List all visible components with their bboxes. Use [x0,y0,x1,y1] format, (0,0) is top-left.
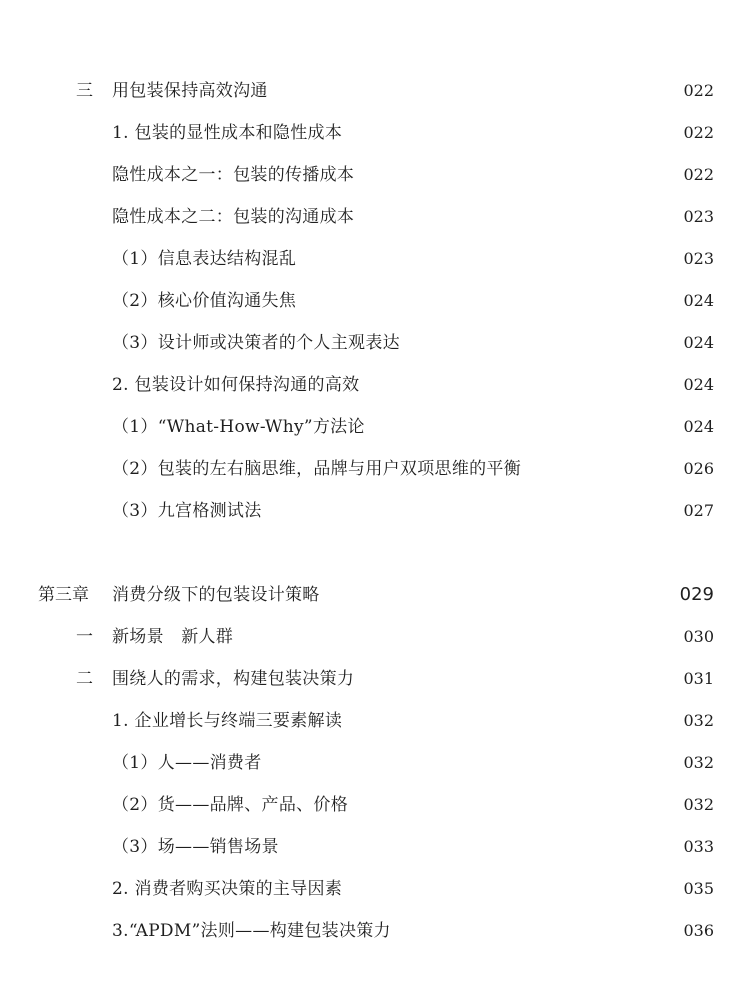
section-title: 围绕人的需求，构建包装决策力 [112,669,355,689]
entry-title: （2）核心价值沟通失焦 [112,291,297,311]
entry-title: 3.“APDM”法则——构建包装决策力 [112,921,391,941]
page-number: 032 [683,753,714,772]
entry-title: 1. 包装的显性成本和隐性成本 [112,123,343,143]
section-title: 新场景 新人群 [112,627,234,647]
toc-entry[interactable] [0,706,750,736]
page-number: 024 [683,291,714,310]
toc-section-heading[interactable] [0,76,750,106]
page-number: 027 [683,501,714,520]
page-number: 024 [683,375,714,394]
toc-entry[interactable] [0,748,750,778]
page-number: 030 [683,627,714,646]
toc-section-heading[interactable] [0,664,750,694]
page-number: 026 [683,459,714,478]
entry-title: （3）场——销售场景 [112,837,279,857]
toc-entry[interactable] [0,832,750,862]
entry-title: （1）人——消费者 [112,753,262,773]
page-number: 023 [683,207,714,226]
entry-title: （1）信息表达结构混乱 [112,249,297,269]
page-number: 032 [683,795,714,814]
entry-title: （2）包装的左右脑思维，品牌与用户双项思维的平衡 [112,459,522,479]
page-number: 022 [683,81,714,100]
entry-title: 隐性成本之一：包装的传播成本 [112,165,355,185]
toc-entry[interactable] [0,874,750,904]
entry-title: （1）“What-How-Why”方法论 [112,417,365,437]
chapter-title: 消费分级下的包装设计策略 [112,585,320,605]
toc-entry[interactable] [0,496,750,526]
toc-entry[interactable] [0,244,750,274]
page-number: 033 [683,837,714,856]
section-marker: 二 [76,669,93,689]
toc-entry[interactable] [0,916,750,946]
chapter-marker: 第三章 [38,585,89,605]
page-number: 024 [683,417,714,436]
toc-entry[interactable] [0,202,750,232]
toc-entry[interactable] [0,328,750,358]
toc-entry[interactable] [0,160,750,190]
entry-title: 1. 企业增长与终端三要素解读 [112,711,343,731]
toc-chapter-heading[interactable] [0,580,750,610]
toc-entry[interactable] [0,412,750,442]
toc-entry[interactable] [0,370,750,400]
toc-section-heading[interactable] [0,622,750,652]
section-marker: 三 [76,81,93,101]
toc-entry[interactable] [0,286,750,316]
page-number: 036 [683,921,714,940]
page-number: 031 [683,669,714,688]
page-number: 023 [683,249,714,268]
entry-title: 隐性成本之二：包装的沟通成本 [112,207,355,227]
page-number: 022 [683,123,714,142]
page-number: 024 [683,333,714,352]
page-number: 022 [683,165,714,184]
entry-title: 2. 包装设计如何保持沟通的高效 [112,375,360,395]
section-marker: 一 [76,627,93,647]
page-number: 029 [679,584,714,605]
entry-title: 2. 消费者购买决策的主导因素 [112,879,343,899]
section-title: 用包装保持高效沟通 [112,81,268,101]
toc-entry[interactable] [0,454,750,484]
page-number: 032 [683,711,714,730]
toc-entry[interactable] [0,790,750,820]
toc-entry[interactable] [0,118,750,148]
page-number: 035 [683,879,714,898]
entry-title: （2）货——品牌、产品、价格 [112,795,349,815]
entry-title: （3）设计师或决策者的个人主观表达 [112,333,400,353]
entry-title: （3）九宫格测试法 [112,501,262,521]
